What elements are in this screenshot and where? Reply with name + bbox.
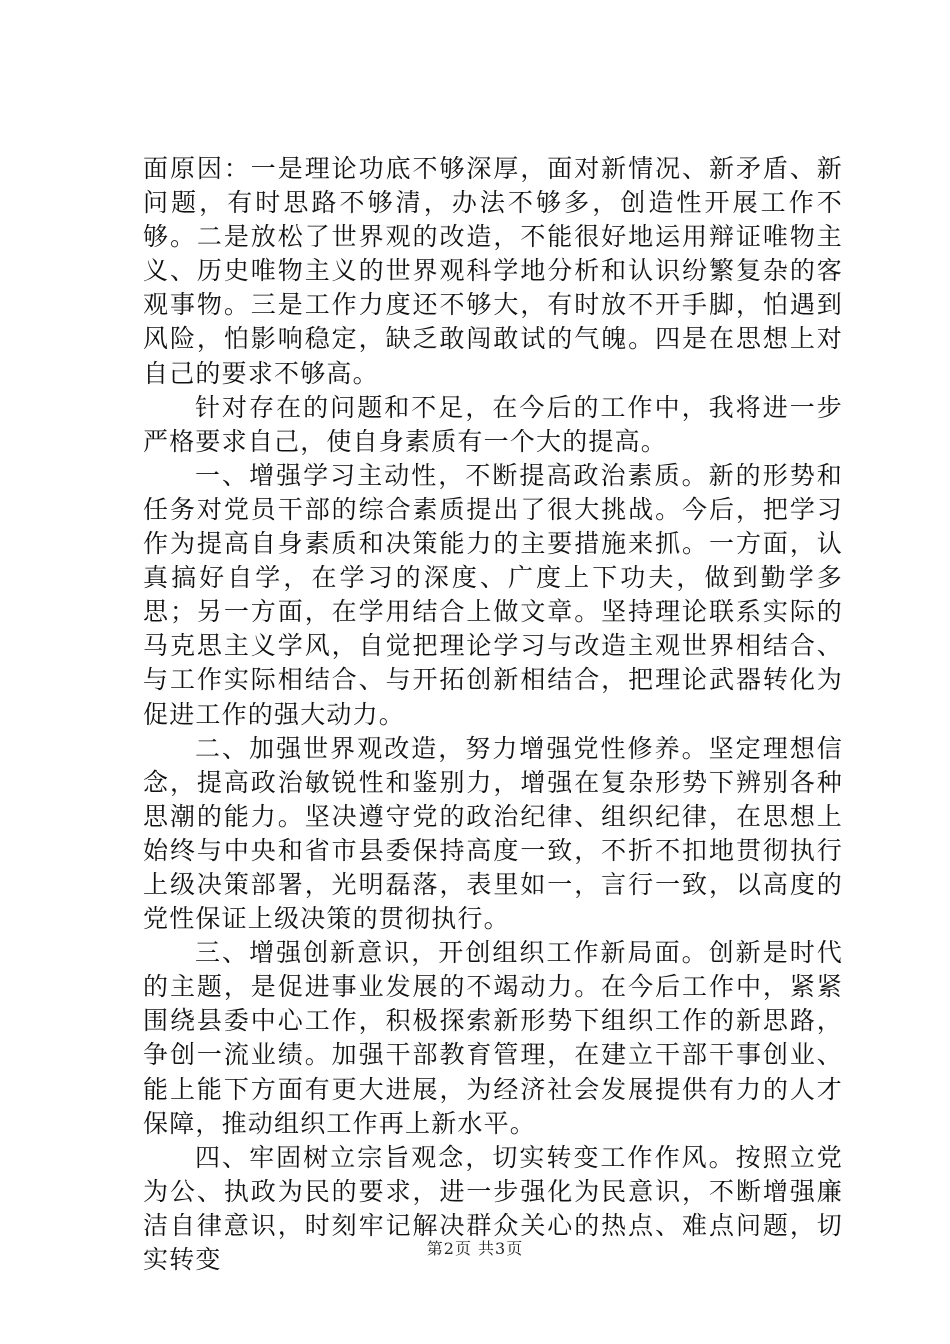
paragraph-point-3: 三、增强创新意识，开创组织工作新局面。创新是时代的主题，是促进事业发展的不竭动力。在今后工作中，紧紧围绕县委中心工作，积极探索新形势下组织工作的新思路，争创一流业绩。加强干部教育管理，在建立干部干事创业、能上能下方面有更大进展，为经济社会发展提供有力的人才保障，推动组织工作再上新水平。: [143, 938, 843, 1138]
page-number-footer: 第2页 共3页: [426, 1239, 524, 1258]
paragraph-point-4: 四、牢固树立宗旨观念，切实转变工作作风。按照立党为公、执政为民的要求，进一步强化为民意识，不断增强廉洁自律意识，时刻牢记解决群众关心的热点、难点问题，切实转变: [143, 1142, 843, 1274]
document-body: [143, 152, 843, 1277]
paragraph-intro: 针对存在的问题和不足，在今后的工作中，我将进一步严格要求自己，使自身素质有一个大的提高。: [143, 392, 843, 456]
paragraph-point-1: 一、增强学习主动性，不断提高政治素质。新的形势和任务对党员干部的综合素质提出了很大挑战。今后，把学习作为提高自身素质和决策能力的主要措施来抓。一方面，认真搞好自学，在学习的深度、广度上下功夫，做到勤学多思；另一方面，在学用结合上做文章。坚持理论联系实际的马克思主义学风，自觉把理论学习与改造主观世界相结合、与工作实际相结合、与开拓创新相结合，把理论武器转化为促进工作的强大动力。: [143, 460, 843, 729]
paragraph-point-2: 二、加强世界观改造，努力增强党性修养。坚定理想信念，提高政治敏锐性和鉴别力，增强在复杂形势下辨别各种思潮的能力。坚决遵守党的政治纪律、组织纪律，在思想上始终与中央和省市县委保持高度一致，不折不扣地贯彻执行上级决策部署，光明磊落，表里如一，言行一致，以高度的党性保证上级决策的贯彻执行。: [143, 733, 843, 934]
paragraph-causes: 面原因：一是理论功底不够深厚，面对新情况、新矛盾、新问题，有时思路不够清，办法不够多，创造性开展工作不够。二是放松了世界观的改造，不能很好地运用辩证唯物主义、历史唯物主义的世界观科学地分析和认识纷繁复杂的客观事物。三是工作力度还不够大，有时放不开手脚，怕遇到风险，怕影响稳定，缺乏敢闯敢试的气魄。四是在思想上对自己的要求不够高。: [143, 154, 843, 388]
